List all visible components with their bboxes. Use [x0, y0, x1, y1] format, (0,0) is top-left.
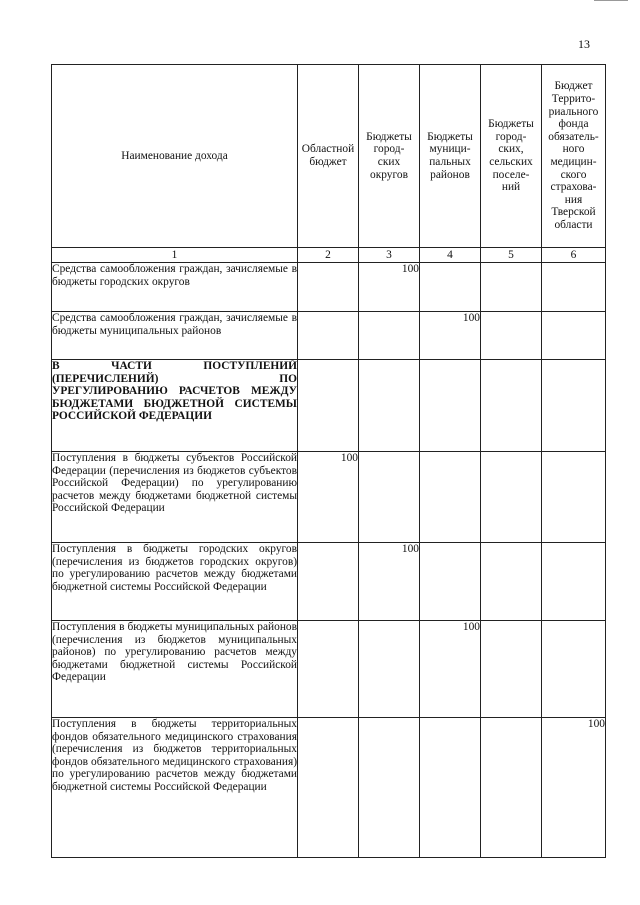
header-line: бюджет — [309, 156, 347, 168]
header-line: области — [554, 218, 593, 231]
header-line: Тверской — [551, 206, 596, 219]
empty-cell — [542, 543, 606, 621]
header-line: Террито- — [551, 93, 596, 106]
empty-cell — [542, 263, 606, 312]
header-line: риального — [548, 105, 599, 118]
header-municipal-districts — [420, 65, 481, 248]
empty-cell — [420, 452, 481, 543]
percent-value-cell: 100 — [420, 312, 481, 360]
revenue-name-cell: Поступления в бюджеты субъектов Российской Федерации (перечисления из бюджетов субъектов Российской Федерации) по урегулированию расчетов между бюджетами бюджетной системы Российской Федерации — [52, 452, 298, 543]
empty-cell — [481, 263, 542, 312]
header-line: ного — [562, 143, 585, 156]
empty-cell — [420, 718, 481, 858]
revenue-name-cell: Поступления в бюджеты территориальных фондов обязательного медицинского страхования (перечисления из бюджетов территориальных фондов обязательного медицинского страхования) по урегулированию расчетов между бюджетами бюджетной системы Российской Федерации — [52, 718, 298, 858]
header-line: ского — [560, 168, 587, 181]
empty-cell — [420, 543, 481, 621]
header-tfoms-budget — [542, 65, 606, 248]
column-number-row — [52, 248, 606, 263]
empty-cell — [359, 452, 420, 543]
header-line: районов — [430, 168, 470, 181]
header-line: ских — [377, 156, 401, 168]
header-revenue-name — [52, 65, 298, 248]
empty-cell — [420, 360, 481, 452]
table-row — [52, 543, 606, 621]
column-number: 2 — [298, 248, 359, 263]
column-number: 1 — [52, 248, 298, 263]
header-settlements — [481, 65, 542, 248]
header-line: фонда — [558, 118, 589, 131]
percent-value-cell: 100 — [359, 263, 420, 312]
revenue-name-cell: Средства самообложения граждан, зачисляемые в бюджеты муниципальных районов — [52, 312, 298, 360]
header-line: ских, — [498, 143, 524, 156]
empty-cell — [298, 263, 359, 312]
revenue-name-cell: Средства самообложения граждан, зачисляемые в бюджеты городских округов — [52, 263, 298, 312]
header-line: Областной — [301, 143, 355, 156]
empty-cell — [542, 621, 606, 718]
column-number: 6 — [542, 248, 606, 263]
empty-cell — [298, 621, 359, 718]
percent-value-cell: 100 — [359, 543, 420, 621]
empty-cell — [298, 543, 359, 621]
table-row — [52, 263, 606, 312]
empty-cell — [481, 621, 542, 718]
header-line: обязатель- — [548, 130, 599, 143]
header-line: Бюджеты — [488, 118, 534, 131]
header-urban-districts — [359, 65, 420, 248]
empty-cell — [542, 452, 606, 543]
table-row — [52, 360, 606, 452]
empty-cell — [481, 312, 542, 360]
column-number: 5 — [481, 248, 542, 263]
header-line: город- — [373, 143, 405, 156]
empty-cell — [298, 718, 359, 858]
header-line: муници- — [429, 143, 471, 156]
header-line: страхова- — [550, 181, 597, 194]
header-line: ния — [564, 193, 583, 206]
header-line: город- — [495, 130, 527, 143]
table-row — [52, 718, 606, 858]
empty-cell — [542, 360, 606, 452]
column-number: 4 — [420, 248, 481, 263]
header-line: Наименование дохода — [121, 149, 228, 162]
empty-cell — [481, 360, 542, 452]
empty-cell — [359, 312, 420, 360]
percent-value-cell: 100 — [298, 452, 359, 543]
revenue-name-cell: Поступления в бюджеты городских округов (перечисления из бюджетов городских округов) по урегулированию расчетов между бюджетами бюджетной системы Российской Федерации — [52, 543, 298, 621]
header-line: Бюджет — [554, 80, 593, 93]
empty-cell — [298, 360, 359, 452]
empty-cell — [542, 312, 606, 360]
header-line: пальных — [429, 156, 471, 168]
empty-cell — [481, 452, 542, 543]
header-regional-budget — [298, 65, 359, 248]
header-line: Бюджеты — [366, 130, 412, 143]
header-line: медицин- — [550, 156, 597, 168]
header-line: ний — [501, 181, 521, 194]
table-row — [52, 621, 606, 718]
page-corner-line — [594, 0, 628, 1]
column-number: 3 — [359, 248, 420, 263]
empty-cell — [359, 621, 420, 718]
empty-cell — [298, 312, 359, 360]
empty-cell — [481, 543, 542, 621]
revenue-distribution-table — [51, 64, 606, 858]
empty-cell — [359, 718, 420, 858]
header-line: округов — [370, 168, 408, 181]
empty-cell — [420, 263, 481, 312]
header-line: поселе- — [492, 168, 530, 181]
table-row — [52, 452, 606, 543]
page-number: 13 — [578, 37, 590, 51]
percent-value-cell: 100 — [542, 718, 606, 858]
header-line: Бюджеты — [427, 130, 473, 143]
table-header-row — [52, 65, 606, 248]
revenue-name-cell: Поступления в бюджеты муниципальных районов (перечисления из бюджетов муниципальных районов) по урегулированию расчетов между бюджетами бюджетной системы Российской Федерации — [52, 621, 298, 718]
section-heading-cell: В ЧАСТИ ПОСТУПЛЕНИЙ (ПЕРЕЧИСЛЕНИЙ) ПО УРЕГУЛИРОВАНИЮ РАСЧЕТОВ МЕЖДУ БЮДЖЕТАМИ БЮДЖЕТНОЙ СИСТЕМЫ РОССИЙСКОЙ ФЕДЕРАЦИИ — [52, 360, 298, 452]
percent-value-cell: 100 — [420, 621, 481, 718]
empty-cell — [481, 718, 542, 858]
table-row — [52, 312, 606, 360]
header-line: сельских — [489, 156, 533, 168]
empty-cell — [359, 360, 420, 452]
